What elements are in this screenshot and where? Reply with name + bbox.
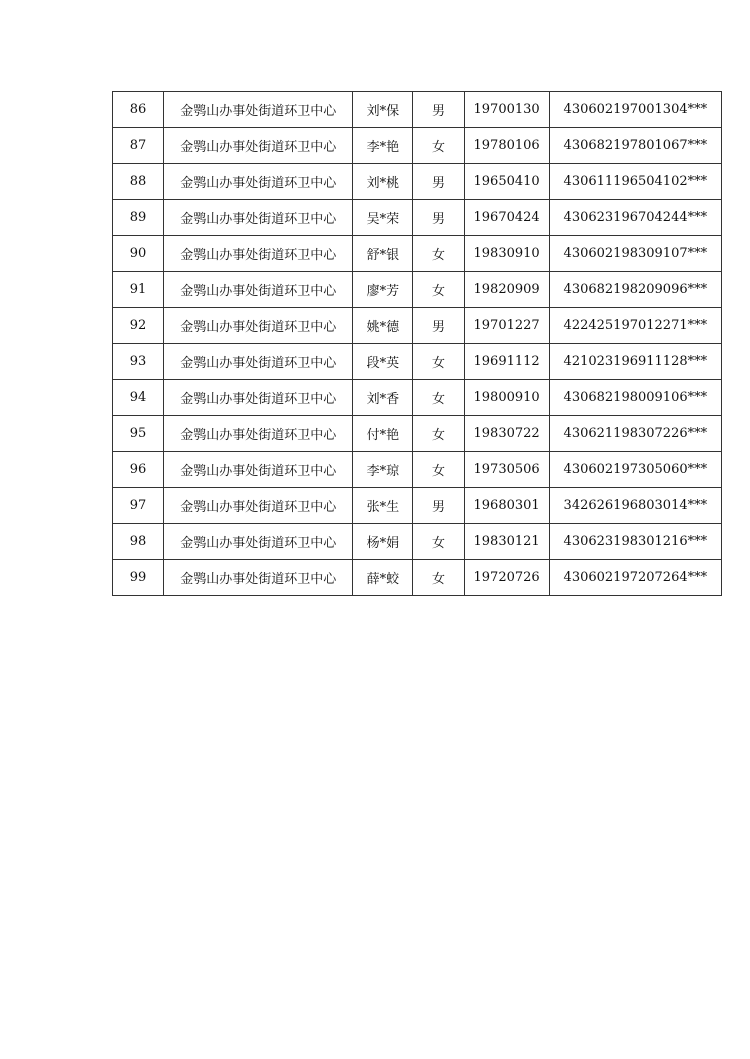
table-row bbox=[113, 524, 722, 560]
sex-cell: 女 bbox=[413, 524, 464, 560]
birth-date-cell: 19730506 bbox=[464, 452, 549, 488]
name-cell: 刘*桃 bbox=[353, 164, 413, 200]
table-row bbox=[113, 200, 722, 236]
row-number-cell: 89 bbox=[113, 200, 164, 236]
sex-cell: 男 bbox=[413, 488, 464, 524]
name-cell: 舒*银 bbox=[353, 236, 413, 272]
birth-date-cell: 19780106 bbox=[464, 128, 549, 164]
name-cell: 杨*娟 bbox=[353, 524, 413, 560]
birth-date-cell: 19720726 bbox=[464, 560, 549, 596]
birth-date-cell: 19700130 bbox=[464, 92, 549, 128]
name-cell: 刘*香 bbox=[353, 380, 413, 416]
birth-date-cell: 19830722 bbox=[464, 416, 549, 452]
row-number-cell: 86 bbox=[113, 92, 164, 128]
birth-date-cell: 19701227 bbox=[464, 308, 549, 344]
birth-date-cell: 19691112 bbox=[464, 344, 549, 380]
unit-cell: 金鹗山办事处街道环卫中心 bbox=[164, 200, 353, 236]
name-cell: 李*艳 bbox=[353, 128, 413, 164]
id-number-cell: 421023196911128*** bbox=[549, 344, 721, 380]
id-number-cell: 430602198309107*** bbox=[549, 236, 721, 272]
row-number-cell: 95 bbox=[113, 416, 164, 452]
table-row bbox=[113, 92, 722, 128]
row-number-cell: 98 bbox=[113, 524, 164, 560]
unit-cell: 金鹗山办事处街道环卫中心 bbox=[164, 236, 353, 272]
unit-cell: 金鹗山办事处街道环卫中心 bbox=[164, 128, 353, 164]
sex-cell: 女 bbox=[413, 560, 464, 596]
sex-cell: 男 bbox=[413, 200, 464, 236]
birth-date-cell: 19680301 bbox=[464, 488, 549, 524]
id-number-cell: 342626196803014*** bbox=[549, 488, 721, 524]
row-number-cell: 90 bbox=[113, 236, 164, 272]
table-row bbox=[113, 128, 722, 164]
sex-cell: 女 bbox=[413, 344, 464, 380]
id-number-cell: 430682198009106*** bbox=[549, 380, 721, 416]
table-row bbox=[113, 308, 722, 344]
row-number-cell: 99 bbox=[113, 560, 164, 596]
unit-cell: 金鹗山办事处街道环卫中心 bbox=[164, 488, 353, 524]
unit-cell: 金鹗山办事处街道环卫中心 bbox=[164, 92, 353, 128]
row-number-cell: 94 bbox=[113, 380, 164, 416]
id-number-cell: 430621198307226*** bbox=[549, 416, 721, 452]
id-number-cell: 430602197001304*** bbox=[549, 92, 721, 128]
row-number-cell: 97 bbox=[113, 488, 164, 524]
sex-cell: 女 bbox=[413, 236, 464, 272]
table-row bbox=[113, 164, 722, 200]
id-number-cell: 430611196504102*** bbox=[549, 164, 721, 200]
birth-date-cell: 19830121 bbox=[464, 524, 549, 560]
id-number-cell: 430682197801067*** bbox=[549, 128, 721, 164]
sex-cell: 女 bbox=[413, 380, 464, 416]
name-cell: 吴*荣 bbox=[353, 200, 413, 236]
sex-cell: 女 bbox=[413, 416, 464, 452]
table-row bbox=[113, 560, 722, 596]
name-cell: 廖*芳 bbox=[353, 272, 413, 308]
table-row bbox=[113, 416, 722, 452]
name-cell: 张*生 bbox=[353, 488, 413, 524]
unit-cell: 金鹗山办事处街道环卫中心 bbox=[164, 380, 353, 416]
birth-date-cell: 19830910 bbox=[464, 236, 549, 272]
name-cell: 付*艳 bbox=[353, 416, 413, 452]
unit-cell: 金鹗山办事处街道环卫中心 bbox=[164, 560, 353, 596]
birth-date-cell: 19800910 bbox=[464, 380, 549, 416]
table-row bbox=[113, 452, 722, 488]
unit-cell: 金鹗山办事处街道环卫中心 bbox=[164, 272, 353, 308]
sex-cell: 男 bbox=[413, 92, 464, 128]
unit-cell: 金鹗山办事处街道环卫中心 bbox=[164, 344, 353, 380]
id-number-cell: 422425197012271*** bbox=[549, 308, 721, 344]
table-row bbox=[113, 272, 722, 308]
row-number-cell: 96 bbox=[113, 452, 164, 488]
unit-cell: 金鹗山办事处街道环卫中心 bbox=[164, 164, 353, 200]
unit-cell: 金鹗山办事处街道环卫中心 bbox=[164, 452, 353, 488]
sex-cell: 男 bbox=[413, 164, 464, 200]
table-row bbox=[113, 380, 722, 416]
sex-cell: 女 bbox=[413, 128, 464, 164]
row-number-cell: 91 bbox=[113, 272, 164, 308]
sex-cell: 女 bbox=[413, 272, 464, 308]
sex-cell: 男 bbox=[413, 308, 464, 344]
row-number-cell: 87 bbox=[113, 128, 164, 164]
unit-cell: 金鹗山办事处街道环卫中心 bbox=[164, 416, 353, 452]
birth-date-cell: 19820909 bbox=[464, 272, 549, 308]
table-row bbox=[113, 236, 722, 272]
roster-table bbox=[112, 91, 722, 596]
id-number-cell: 430623198301216*** bbox=[549, 524, 721, 560]
name-cell: 薛*蛟 bbox=[353, 560, 413, 596]
sex-cell: 女 bbox=[413, 452, 464, 488]
id-number-cell: 430602197305060*** bbox=[549, 452, 721, 488]
table-row bbox=[113, 488, 722, 524]
name-cell: 刘*保 bbox=[353, 92, 413, 128]
row-number-cell: 93 bbox=[113, 344, 164, 380]
birth-date-cell: 19670424 bbox=[464, 200, 549, 236]
id-number-cell: 430602197207264*** bbox=[549, 560, 721, 596]
unit-cell: 金鹗山办事处街道环卫中心 bbox=[164, 308, 353, 344]
row-number-cell: 92 bbox=[113, 308, 164, 344]
name-cell: 段*英 bbox=[353, 344, 413, 380]
table-row bbox=[113, 344, 722, 380]
name-cell: 姚*德 bbox=[353, 308, 413, 344]
unit-cell: 金鹗山办事处街道环卫中心 bbox=[164, 524, 353, 560]
row-number-cell: 88 bbox=[113, 164, 164, 200]
id-number-cell: 430623196704244*** bbox=[549, 200, 721, 236]
name-cell: 李*琼 bbox=[353, 452, 413, 488]
birth-date-cell: 19650410 bbox=[464, 164, 549, 200]
roster-body bbox=[113, 92, 722, 596]
id-number-cell: 430682198209096*** bbox=[549, 272, 721, 308]
